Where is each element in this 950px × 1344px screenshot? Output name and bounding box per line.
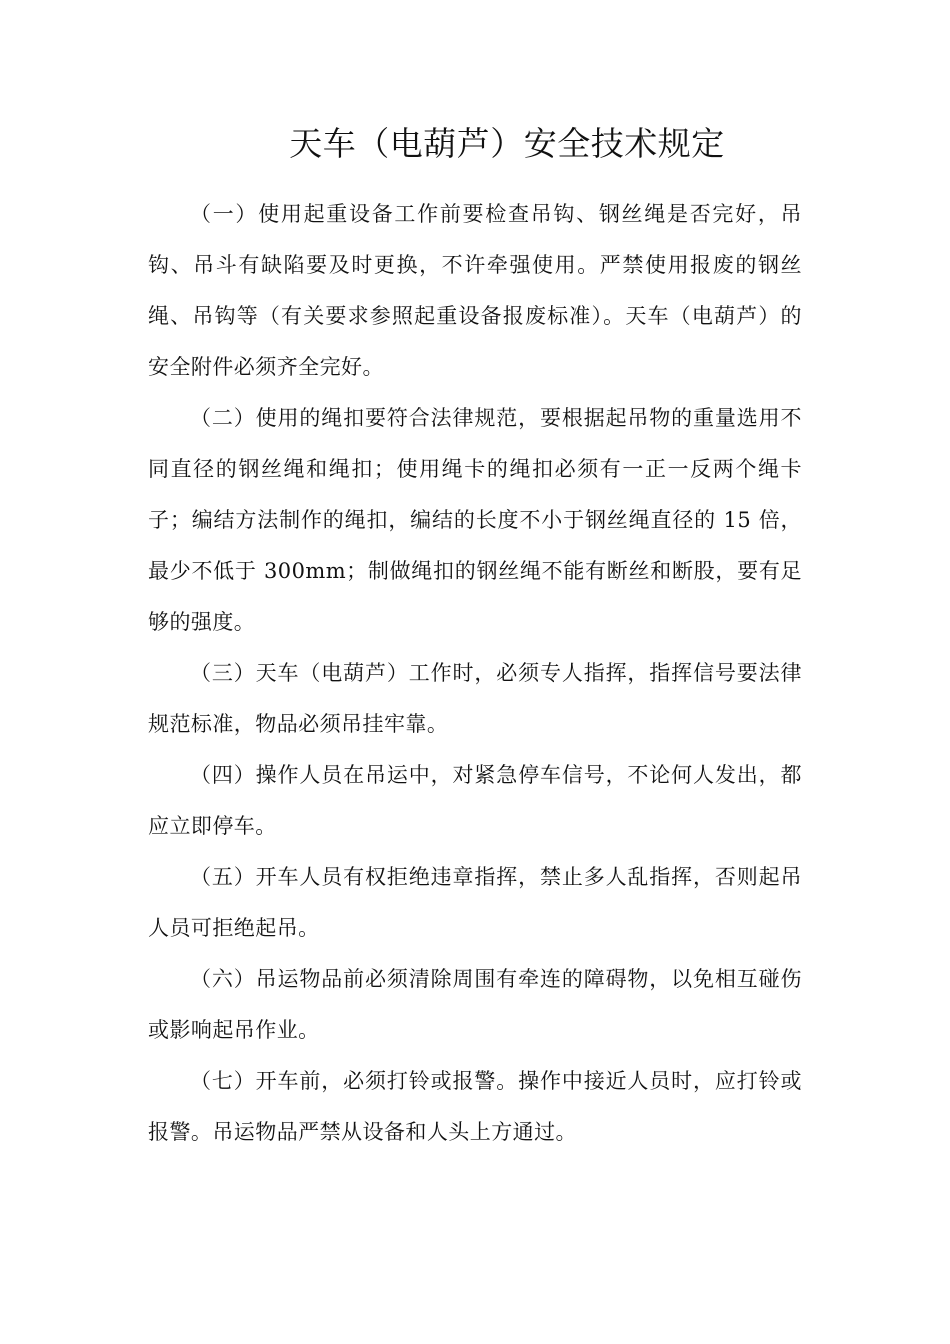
document-body [148, 189, 802, 1158]
paragraph-2: （二）使用的绳扣要符合法律规范，要根据起吊物的重量选用不同直径的钢丝绳和绳扣；使用绳卡的绳扣必须有一正一反两个绳卡子；编结方法制作的绳扣，编结的长度不小于钢丝绳直径的 15 倍，最少不低于 300mm；制做绳扣的钢丝绳不能有断丝和断股，要有足够的强度。 [148, 406, 802, 634]
paragraph-6: （六）吊运物品前必须清除周围有牵连的障碍物，以免相互碰伤或影响起吊作业。 [148, 967, 802, 1042]
document-title: 天车（电葫芦）安全技术规定 [289, 124, 725, 163]
paragraph-7: （七）开车前，必须打铃或报警。操作中接近人员时，应打铃或报警。吊运物品严禁从设备和人头上方通过。 [148, 1069, 802, 1144]
paragraph-1: （一）使用起重设备工作前要检查吊钩、钢丝绳是否完好，吊钩、吊斗有缺陷要及时更换，不许牵强使用。严禁使用报废的钢丝绳、吊钩等（有关要求参照起重设备报废标准）。天车（电葫芦）的安全附件必须齐全完好。 [148, 202, 802, 379]
paragraph-5: （五）开车人员有权拒绝违章指挥，禁止多人乱指挥，否则起吊人员可拒绝起吊。 [148, 865, 802, 940]
paragraph-4: （四）操作人员在吊运中，对紧急停车信号，不论何人发出，都应立即停车。 [148, 763, 802, 838]
paragraph-3: （三）天车（电葫芦）工作时，必须专人指挥，指挥信号要法律规范标准，物品必须吊挂牢靠。 [148, 661, 802, 736]
